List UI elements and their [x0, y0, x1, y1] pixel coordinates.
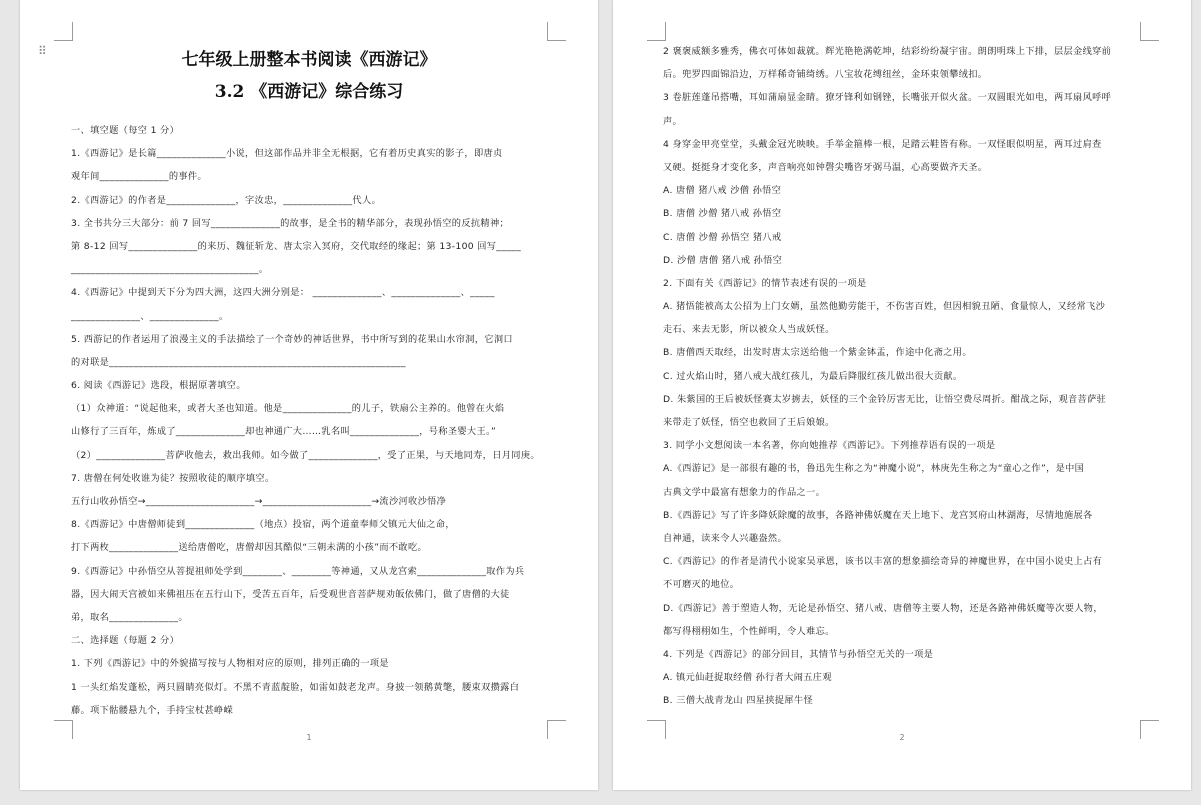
text-line: 7. 唐僧在何处收谁为徒？按照收徒的顺序填空。: [71, 472, 275, 484]
margin-corner-top-left: [54, 22, 73, 41]
drag-handle-icon[interactable]: ⠿: [38, 44, 46, 58]
page-number: 2: [899, 733, 905, 742]
document-page-1: [20, 0, 598, 790]
text-line: 的对联是____________________________________________________________: [71, 356, 406, 368]
text-line: B. 三僧大战青龙山 四星挟捉犀牛怪: [663, 695, 813, 707]
text-line: C.《西游记》的作者是清代小说家吴承恩，该书以丰富的想象描绘奇异的神魔世界，在中国小说史上占有: [663, 556, 1103, 568]
page-1-body[interactable]: [71, 119, 551, 722]
text-line: A. 猪悟能被高太公招为上门女婿，虽然他勤劳能干，不伤害百姓，但因相貌丑陋、食量惊人，又经常飞沙: [663, 301, 1106, 313]
text-line: 2.《西游记》的作者是______________，字汝忠，______________代人。: [71, 194, 382, 206]
text-line: B. 唐僧 沙僧 猪八戒 孙悟空: [663, 208, 782, 220]
text-line: D. 朱紫国的王后被妖怪赛太岁掳去，妖怪的三个金铃厉害无比，让悟空费尽周折。酣战之际，观音菩萨驻: [663, 393, 1107, 405]
text-line: 五行山收孙悟空→______________________→______________________→流沙河收沙悟净: [71, 496, 447, 507]
text-line: C. 唐僧 沙僧 孙悟空 猪八戒: [663, 231, 782, 243]
text-line: 都写得栩栩如生，个性鲜明，令人难忘。: [663, 625, 835, 637]
text-line: 3. 全书共分三大部分：前 7 回写______________的故事，是全书的精华部分，表现孙悟空的反抗精神；: [71, 217, 510, 229]
margin-corner-top-right: [547, 22, 566, 41]
text-line: B.《西游记》写了许多降妖除魔的故事，各路神佛妖魔在天上地下、龙宫冥府山林湖海，尽情地施展各: [663, 509, 1093, 521]
document-title: 七年级上册整本书阅读《西游记》: [181, 50, 437, 70]
page-2-body[interactable]: [663, 40, 1143, 712]
text-line: ______________、______________。: [71, 310, 229, 322]
text-line: 走石、来去无影，所以被众人当成妖怪。: [663, 324, 835, 336]
text-line: 一、填空题（每空 1 分）: [71, 125, 180, 136]
text-line: 二、选择题（每题 2 分）: [71, 635, 180, 647]
text-line: 8.《西游记》中唐僧师徒到______________（地点）投宿，两个道童奉师父镇元大仙之命，: [71, 519, 455, 531]
text-line: A.《西游记》是一部很有趣的书，鲁迅先生称之为“神魔小说”，林庚先生称之为“童心之作”，是中国: [663, 463, 1085, 475]
text-line: 6. 阅读《西游记》选段，根据原著填空。: [71, 380, 246, 392]
text-line: D. 沙僧 唐僧 猪八戒 孙悟空: [663, 254, 783, 266]
text-line: 古典文学中最富有想象力的作品之一。: [663, 486, 826, 498]
text-line: 器，因大闹天宫被如来佛祖压在五行山下，受苦五百年，后受观世音菩萨规劝皈依佛门，做了唐僧的大徒: [71, 588, 510, 600]
page-number: 1: [306, 733, 312, 742]
text-line: 打下两枚______________送给唐僧吃，唐僧却因其酷似“三朝未满的小孩”而不敢吃。: [71, 542, 428, 554]
margin-corner-top-left: [647, 22, 666, 41]
text-line: ______________________________________。: [71, 264, 269, 276]
text-line: B. 唐僧西天取经，出发时唐太宗送给他一个紫金钵盂，作途中化斋之用。: [663, 347, 972, 359]
text-line: 5. 西游记的作者运用了浪漫主义的手法描绘了一个奇妙的神话世界，书中所写到的花果山水帘洞，它洞口: [71, 333, 513, 345]
text-line: 来带走了妖怪，悟空也救回了王后娘娘。: [663, 417, 835, 428]
text-line: （2）______________菩萨收他去，救出我师。如今做了______________，受了正果，与天地同寿，日月同庚。: [71, 449, 540, 461]
text-line: 山修行了三百年，炼成了______________却也神通广大……乳名叫______________，号称圣婴大王。”: [71, 426, 497, 438]
text-line: 1. 下列《西游记》中的外貌描写按与人物相对应的原则，排列正确的一项是: [71, 658, 389, 670]
text-line: C. 过火焰山时，猪八戒大战红孩儿，为最后降服红孩儿做出很大贡献。: [663, 370, 963, 382]
text-line: 不可磨灭的地位。: [663, 579, 740, 591]
text-line: D.《西游记》善于塑造人物，无论是孙悟空、猪八戒、唐僧等主要人物，还是各路神佛妖魔等次要人物，: [663, 602, 1103, 614]
text-line: 3. 同学小文想阅读一本名著，你向她推荐《西游记》。下列推荐语有误的一项是: [663, 440, 996, 452]
text-line: 2 褒褒威额多雅秀，佛衣可体如裁就。辉光艳艳满乾坤，结彩纷纷凝宇宙。朗朗明珠上下排，层层金线穿前: [663, 46, 1112, 57]
text-line: 4. 下列是《西游记》的部分回目，其情节与孙悟空无关的一项是: [663, 648, 934, 660]
text-line: 观年间______________的事件。: [71, 171, 207, 183]
text-line: （1）众神道：“说起他来，或者大圣也知道。他是______________的儿子，铁扇公主养的。他曾在火焰: [71, 403, 505, 415]
text-line: 9.《西游记》中孙悟空从菩提祖师处学到________、________等神通，又从龙宫索______________取作为兵: [71, 565, 525, 577]
text-line: A. 唐僧 猪八戒 沙僧 孙悟空: [663, 185, 782, 197]
text-line: 1.《西游记》是长篇______________小说，但这部作品并非全无根据，它有着历史真实的影子，即唐贞: [71, 148, 503, 160]
document-page-2: [613, 0, 1191, 790]
text-line: 又硬。挺挺身才变化多，声音响亮如钟磬尖嘴咨牙弼马温，心高要做齐天圣。: [663, 161, 988, 173]
margin-corner-top-right: [1140, 22, 1159, 41]
text-line: 声。: [663, 115, 683, 127]
text-line: A. 镇元仙赶捉取经僧 孙行者大闹五庄观: [663, 672, 832, 684]
text-line: 藤。项下骷髅悬九个，手持宝杖甚峥嵘: [71, 704, 234, 716]
text-line: 1 一头红焰发蓬松，两只圆睛亮似灯。不黑不青蓝靛脸，如雷如鼓老龙声。身披一领鹅黄氅，腰束双攒露白: [71, 681, 520, 693]
text-line: 2. 下面有关《西游记》的情节表述有误的一项是: [663, 277, 867, 289]
text-line: 第 8-12 回写______________的来历、魏征斩龙、唐太宗入冥府，交代取经的缘起；第 13-100 回写_____: [71, 240, 522, 252]
document-subtitle: 3.2 《西游记》综合练习: [214, 82, 404, 102]
text-line: 4.《西游记》中提到天下分为四大洲，这四大洲分别是： ______________、______________、_____: [71, 287, 495, 299]
text-line: 4 身穿金甲亮堂堂，头戴金冠光映映。手举金箍棒一根，足踏云鞋皆有称。一双怪眼似明星，两耳过肩查: [663, 138, 1102, 150]
text-line: 自神通，读来令人兴趣盎然。: [663, 532, 787, 544]
text-line: 弟，取名______________。: [71, 611, 188, 623]
text-line: 3 卷脏莲蓬吊搭嘴，耳如蒲扇显金睛。獠牙锋利如钢锉，长嘴张开似火盆。一双圆眼光如电，两耳扇风呼呼: [663, 92, 1112, 104]
text-line: 后。兜罗四面锦沿边，万样稀奇铺绮绣。八宝妆花缚纽丝，金环束领攀绒扣。: [663, 69, 988, 81]
